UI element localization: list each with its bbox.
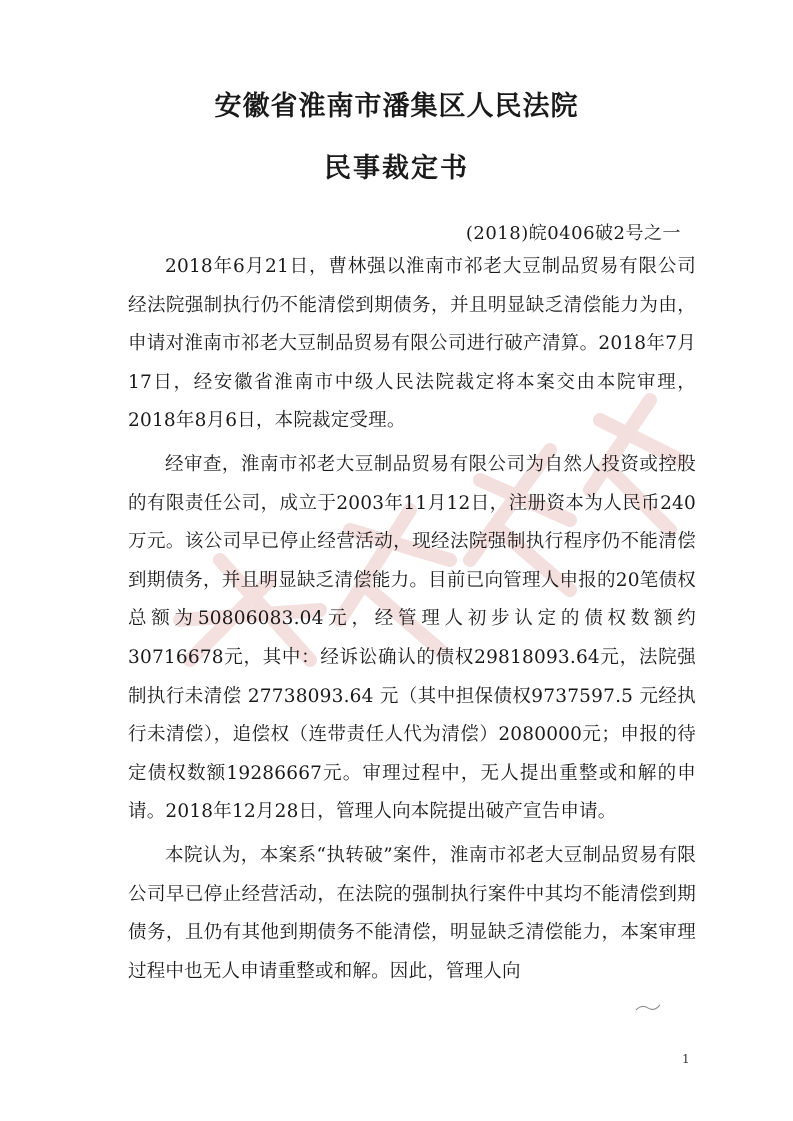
paragraph-court-opinion: 本院认为，本案系“执转破”案件，淮南市祁老大豆制品贸易有限公司早已停止经营活动，在法院的强制执行案件中其均不能清偿到期债务，且仍有其他到期债务不能清偿，明显缺乏清偿能力，本案审理过程中也无人申请重整或和解。因此，管理人向	[128, 844, 696, 982]
case-number: (2018)皖0406破2号之一	[465, 223, 681, 244]
scan-mark-icon	[634, 1002, 662, 1012]
paragraph-examination: 经审查，淮南市祁老大豆制品贸易有限公司为自然人投资或控股的有限责任公司，成立于2003年11月12日，注册资本为人民币240万元。该公司早已停止经营活动，现经法院强制执行程序仍不能清偿到期债务，并且明显缺乏清偿能力。目前已向管理人申报的20笔债权总额为50806083.04元，经管理人初步认定的债权数额约30716678元，其中：经诉讼确认的债权29818093.64元，法院强制执行未清偿 27738093.64 元（其中担保债权9737597.5 元经执行未清偿），追偿权（连带责任人代为清偿）2080000元；申报的待定债权数额19286667元。审理过程中，无人提出重整或和解的申请。2018年12月28日，管理人向本院提出破产宣告申请。	[128, 453, 696, 823]
document-title: 民事裁定书	[324, 153, 469, 184]
paragraph-case-background: 2018年6月21日，曹林强以淮南市祁老大豆制品贸易有限公司经法院强制执行仍不能清偿到期债务，并且明显缺乏清偿能力为由，申请对淮南市祁老大豆制品贸易有限公司进行破产清算。2018年7月17日，经安徽省淮南市中级人民法院裁定将本案交由本院审理，2018年8月6日，本院裁定受理。	[128, 256, 696, 432]
page-number: 1	[682, 1052, 690, 1066]
document-body	[128, 248, 696, 996]
court-title: 安徽省淮南市潘集区人民法院	[214, 91, 579, 122]
